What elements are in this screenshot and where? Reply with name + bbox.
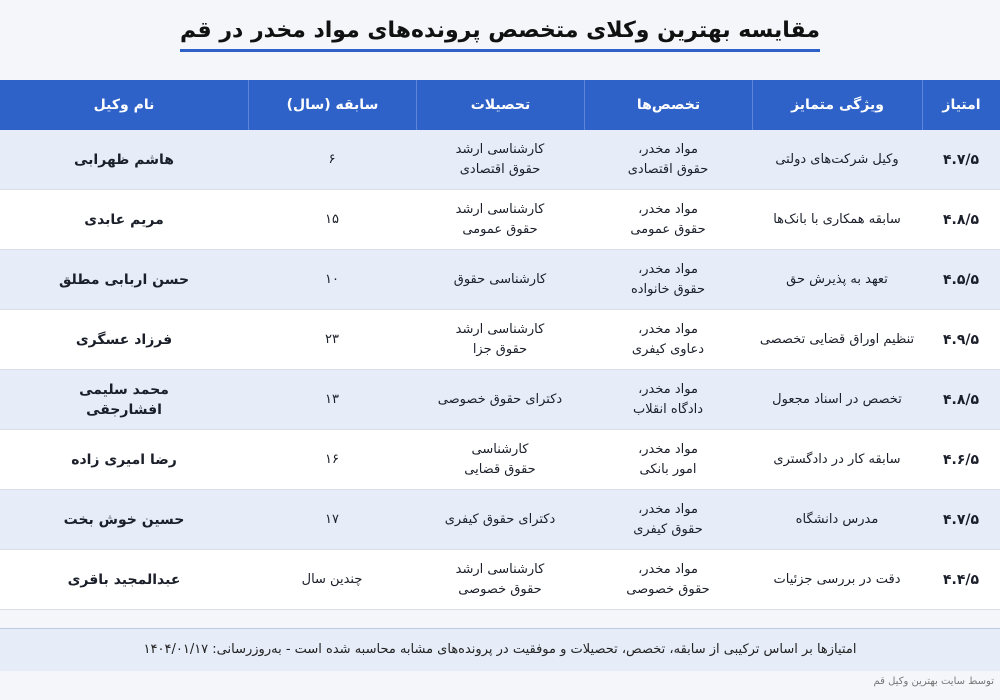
header-specialty: تخصص‌ها — [584, 80, 752, 130]
site-credit: توسط سایت بهترین وکیل قم — [873, 676, 994, 687]
cell-score: ۴.۷/۵ — [922, 490, 1000, 550]
cell-education — [416, 130, 584, 190]
specialty-line-1: مواد مخدر، — [638, 141, 698, 157]
name-line-1: هاشم ظهرابی — [74, 151, 174, 168]
cell-name — [0, 370, 248, 430]
header-score: امتیاز — [922, 80, 1000, 130]
education-line-2: حقوق خصوصی — [458, 581, 542, 597]
cell-education — [416, 250, 584, 310]
education-line-1: کارشناسی ارشد — [455, 141, 545, 157]
cell-specialty — [584, 190, 752, 250]
education-line-1: کارشناسی — [471, 441, 529, 457]
specialty-line-2: دعاوی کیفری — [631, 341, 705, 357]
specialty-line-1: مواد مخدر، — [638, 201, 698, 217]
cell-feature: سابقه کار در دادگستری — [752, 430, 922, 490]
cell-education — [416, 490, 584, 550]
cell-education — [416, 310, 584, 370]
cell-name — [0, 130, 248, 190]
education-line-2: حقوق اقتصادی — [459, 161, 541, 177]
table-row — [0, 490, 1000, 550]
specialty-line-2: حقوق کیفری — [633, 521, 703, 537]
cell-score: ۴.۹/۵ — [922, 310, 1000, 370]
cell-specialty — [584, 250, 752, 310]
cell-experience: ۱۰ — [248, 250, 416, 310]
name-line-1: عبدالمجید باقری — [67, 571, 181, 588]
name-line-1: حسین خوش بخت — [63, 511, 185, 528]
header-name: نام وکیل — [0, 80, 248, 130]
cell-name — [0, 490, 248, 550]
education-line-1: کارشناسی حقوق — [453, 271, 547, 287]
specialty-line-1: مواد مخدر، — [638, 561, 698, 577]
specialty-line-2: حقوق اقتصادی — [627, 161, 709, 177]
name-line-1: رضا امیری زاده — [71, 451, 177, 468]
lawyers-comparison-table — [0, 80, 1000, 610]
cell-name — [0, 550, 248, 610]
education-line-1: کارشناسی ارشد — [455, 201, 545, 217]
title-area — [0, 0, 1000, 62]
cell-feature: تعهد به پذیرش حق — [752, 250, 922, 310]
header-education: تحصیلات — [416, 80, 584, 130]
cell-score: ۴.۸/۵ — [922, 190, 1000, 250]
education-line-1: دکترای حقوق خصوصی — [437, 391, 563, 407]
specialty-line-2: حقوق خانواده — [630, 281, 706, 297]
cell-experience: ۲۳ — [248, 310, 416, 370]
table-row — [0, 190, 1000, 250]
cell-feature: مدرس دانشگاه — [752, 490, 922, 550]
table-row — [0, 130, 1000, 190]
education-line-1: دکترای حقوق کیفری — [444, 511, 556, 527]
cell-specialty — [584, 490, 752, 550]
cell-feature: وکیل شرکت‌های دولتی — [752, 130, 922, 190]
table-row — [0, 250, 1000, 310]
cell-experience: ۱۳ — [248, 370, 416, 430]
cell-score: ۴.۵/۵ — [922, 250, 1000, 310]
specialty-line-2: دادگاه انقلاب — [632, 401, 704, 417]
education-line-2: حقوق جزا — [472, 341, 528, 357]
cell-experience: ۱۶ — [248, 430, 416, 490]
specialty-line-2: حقوق خصوصی — [626, 581, 710, 597]
cell-feature: تنظیم اوراق قضایی تخصصی — [752, 310, 922, 370]
cell-education — [416, 550, 584, 610]
footnote: امتیازها بر اساس ترکیبی از سابقه، تخصص، تحصیلات و موفقیت در پرونده‌های مشابه محاسبه شده است - به‌روزرسانی: ۱۴۰۴/۰۱/۱۷ — [0, 628, 1000, 671]
specialty-line-1: مواد مخدر، — [638, 501, 698, 517]
specialty-line-1: مواد مخدر، — [638, 441, 698, 457]
cell-feature: سابقه همکاری با بانک‌ها — [752, 190, 922, 250]
name-line-1: فرزاد عسگری — [75, 331, 173, 348]
name-line-1: حسن اربابی مطلق — [58, 271, 190, 288]
cell-score: ۴.۴/۵ — [922, 550, 1000, 610]
table-header-row — [0, 80, 1000, 130]
cell-feature: تخصص در اسناد مجعول — [752, 370, 922, 430]
cell-specialty — [584, 310, 752, 370]
comparison-table-wrap — [0, 80, 1000, 610]
cell-name — [0, 430, 248, 490]
education-line-1: کارشناسی ارشد — [455, 561, 545, 577]
cell-specialty — [584, 130, 752, 190]
table-row — [0, 310, 1000, 370]
page-title: مقایسه بهترین وکلای متخصص پرونده‌های مواد مخدر در قم — [180, 18, 820, 52]
cell-specialty — [584, 370, 752, 430]
cell-name — [0, 250, 248, 310]
specialty-line-1: مواد مخدر، — [638, 321, 698, 337]
cell-name — [0, 190, 248, 250]
specialty-line-2: حقوق عمومی — [630, 221, 706, 237]
education-line-2: حقوق قضایی — [464, 461, 536, 477]
education-line-2: حقوق عمومی — [462, 221, 538, 237]
cell-score: ۴.۷/۵ — [922, 130, 1000, 190]
name-line-1: مریم عابدی — [84, 211, 164, 228]
education-line-1: کارشناسی ارشد — [455, 321, 545, 337]
cell-specialty — [584, 550, 752, 610]
cell-specialty — [584, 430, 752, 490]
specialty-line-2: امور بانکی — [639, 461, 697, 477]
specialty-line-1: مواد مخدر، — [638, 381, 698, 397]
cell-education — [416, 430, 584, 490]
header-experience: سابقه (سال) — [248, 80, 416, 130]
cell-education — [416, 190, 584, 250]
table-row — [0, 430, 1000, 490]
cell-feature: دقت در بررسی جزئیات — [752, 550, 922, 610]
cell-experience: ۶ — [248, 130, 416, 190]
cell-education — [416, 370, 584, 430]
cell-experience: ۱۵ — [248, 190, 416, 250]
cell-experience: چندین سال — [248, 550, 416, 610]
cell-name — [0, 310, 248, 370]
cell-score: ۴.۸/۵ — [922, 370, 1000, 430]
specialty-line-1: مواد مخدر، — [638, 261, 698, 277]
name-line-2: افشارجقی — [86, 401, 162, 418]
table-row — [0, 550, 1000, 610]
cell-score: ۴.۶/۵ — [922, 430, 1000, 490]
table-row — [0, 370, 1000, 430]
name-line-1: محمد سلیمی — [79, 381, 169, 398]
cell-experience: ۱۷ — [248, 490, 416, 550]
header-feature: ویژگی متمایز — [752, 80, 922, 130]
